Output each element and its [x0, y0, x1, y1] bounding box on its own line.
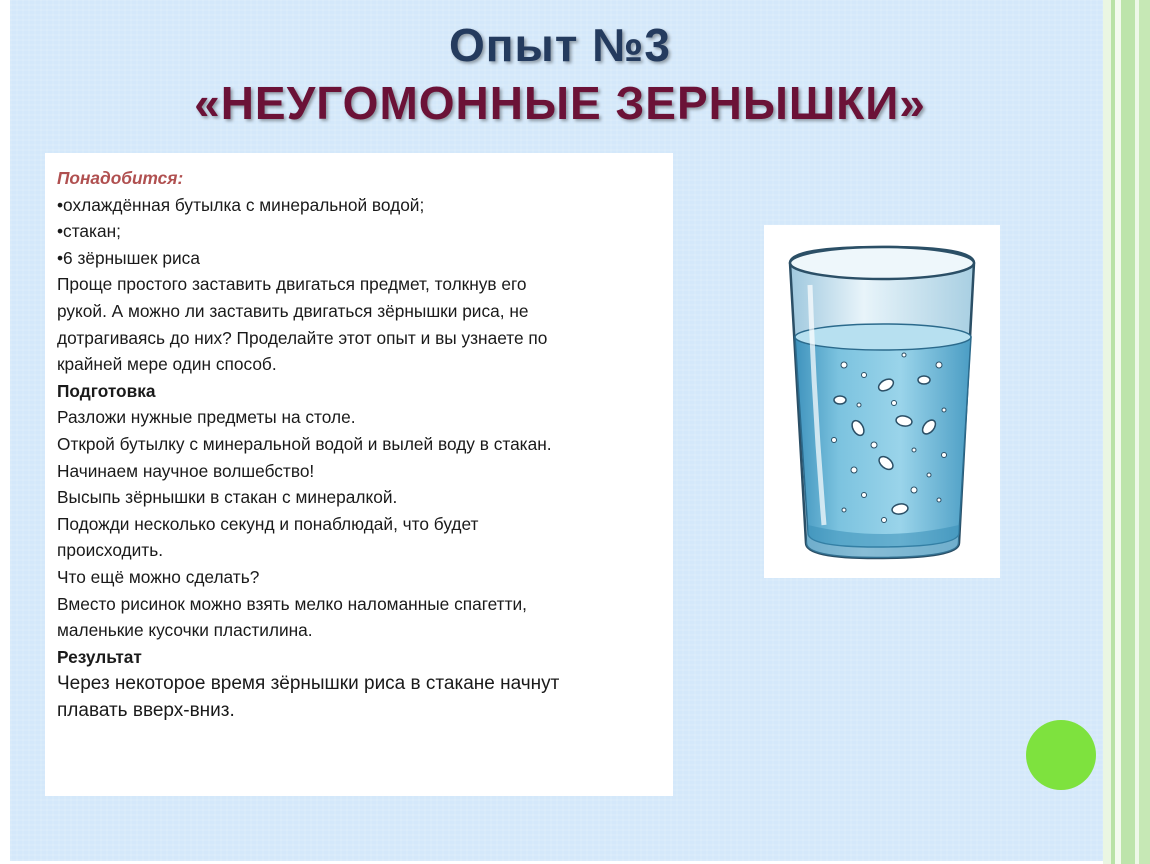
prep-line: Подожди несколько секунд и понаблюдай, что будет	[57, 513, 479, 534]
intro-line: Проще простого заставить двигаться предмет, толкнув его	[57, 274, 527, 295]
list-item: •стакан;	[57, 221, 121, 242]
intro-line: рукой. А можно ли заставить двигаться зёрнышки риса, не	[57, 300, 529, 321]
result-line: Через некоторое время зёрнышки риса в стакане начнут	[57, 673, 560, 695]
prep-line: Вместо рисинок можно взять мелко наломанные спагетти,	[57, 593, 527, 614]
prep-line: маленькие кусочки пластилина.	[57, 620, 313, 641]
glass-image	[764, 225, 1000, 578]
list-item: •охлаждённая бутылка с минеральной водой;	[57, 194, 425, 215]
prep-heading: Подготовка	[57, 380, 156, 401]
prep-line: Высыпь зёрнышки в стакан с минералкой.	[57, 487, 398, 508]
result-line: плавать вверх-вниз.	[57, 700, 235, 722]
slide-subtitle: «НЕУГОМОННЫЕ ЗЕРНЫШКИ»	[194, 77, 926, 129]
prep-line: Что ещё можно сделать?	[57, 566, 260, 587]
prep-line: Начинаем научное волшебство!	[57, 460, 315, 481]
side-stripe	[1139, 0, 1150, 864]
prep-line: Открой бутылку с минеральной водой и вылей воду в стакан.	[57, 433, 552, 454]
prep-line: Разложи нужные предметы на столе.	[57, 407, 356, 428]
result-heading: Результат	[57, 646, 142, 667]
prep-line: происходить.	[57, 540, 164, 561]
intro-line: крайней мере один способ.	[57, 354, 277, 375]
list-item: •6 зёрнышек риса	[57, 247, 200, 268]
instructions-card	[45, 153, 673, 796]
side-stripe	[1121, 0, 1135, 864]
side-stripe	[1103, 0, 1111, 864]
glass-of-water-icon	[764, 225, 1000, 578]
intro-line: дотрагиваясь до них? Проделайте этот опыт и вы узнаете по	[57, 327, 548, 348]
needs-heading: Понадобится:	[57, 168, 184, 188]
green-circle-decoration	[1026, 720, 1096, 790]
slide-title: Опыт №3	[448, 19, 672, 71]
